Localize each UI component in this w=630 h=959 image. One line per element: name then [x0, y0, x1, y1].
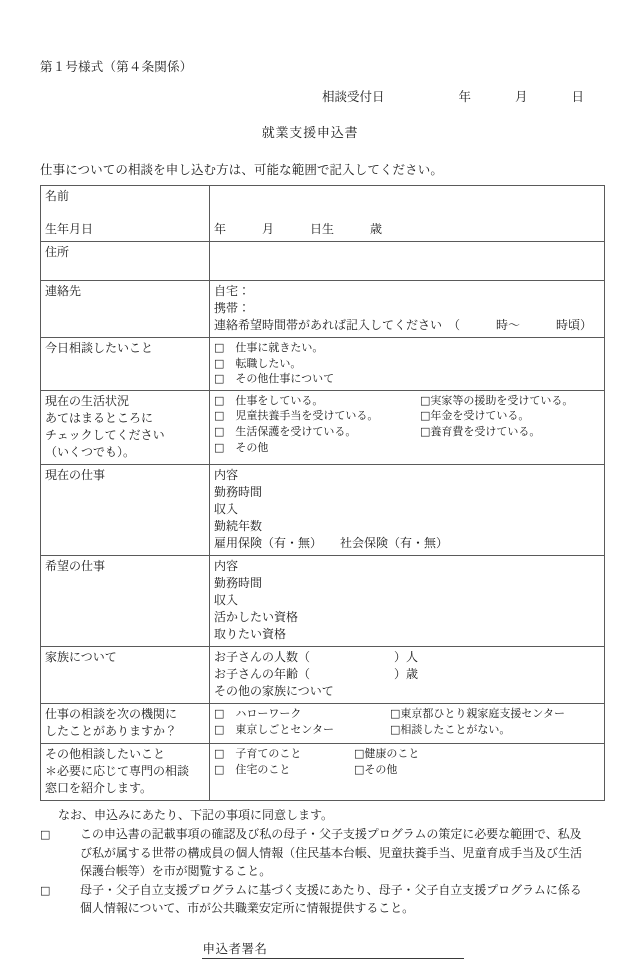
agency-consult-line-1	[214, 706, 600, 722]
life-situation-line-3	[214, 424, 600, 440]
receipt-date-line	[40, 87, 590, 105]
checkbox-life-pension[interactable]: □年金を受けている。	[420, 409, 530, 423]
consent-item-2[interactable]	[40, 881, 590, 918]
checkbox-agency-never-consulted[interactable]: □相談したことがない。	[390, 722, 511, 736]
cell-value-other-topics	[210, 744, 605, 801]
cell-label-address	[41, 241, 210, 280]
life-situation-blank	[420, 440, 600, 456]
contact-preferred-time-field[interactable]: 連絡希望時間帯があれば記入してください （ 時～ 時頃）	[214, 317, 593, 332]
table-row-family	[41, 647, 605, 704]
cell-label-family	[41, 647, 210, 704]
label-birthdate: 生年月日	[45, 221, 94, 236]
cell-value-life-situation	[210, 390, 605, 464]
cell-label-desired-job	[41, 556, 210, 647]
label-life-situation-4: （いくつでも）。	[45, 444, 136, 459]
checkbox-life-other[interactable]: □ その他	[214, 440, 269, 454]
signature-area	[40, 939, 590, 959]
current-job-insurance-field[interactable]: 雇用保険（有・無） 社会保険（有・無）	[214, 536, 449, 551]
table-row-desired-job	[41, 556, 605, 647]
receipt-year-unit: 年	[458, 89, 471, 104]
label-other-topics-1: その他相談したいこと	[45, 747, 166, 762]
other-topics-line-1	[214, 746, 600, 762]
checkbox-other-misc[interactable]: □その他	[354, 762, 398, 776]
cell-value-name-birth[interactable]	[210, 185, 605, 241]
cell-label-agency-consult	[41, 704, 210, 744]
label-contact: 連絡先	[45, 283, 82, 298]
label-agency-consult-2: したことがありますか？	[45, 724, 178, 739]
checkbox-life-working[interactable]: □ 仕事をしている。	[214, 393, 324, 407]
label-life-situation-1: 現在の生活状況	[45, 393, 130, 408]
checkbox-life-child-support[interactable]: □養育費を受けている。	[420, 424, 541, 438]
table-row-other-topics	[41, 744, 605, 801]
label-current-job: 現在の仕事	[45, 467, 106, 482]
address-label-space	[45, 261, 205, 277]
instruction-text: 仕事についての相談を申し込む方は、可能な範囲で記入してください。	[40, 162, 443, 177]
current-job-tenure-field[interactable]: 勤続年数	[214, 518, 263, 533]
checkbox-today-option-3[interactable]: □ その他仕事について	[214, 372, 335, 386]
page-title: 就業支援申込書	[261, 124, 359, 140]
cell-value-agency-consult	[210, 704, 605, 744]
desired-job-get-qualification-field[interactable]: 取りたい資格	[214, 627, 287, 642]
other-topics-line-2	[214, 762, 600, 778]
consent-item-1[interactable]	[40, 825, 590, 880]
label-life-situation-3: チェックしてください	[45, 427, 165, 442]
cell-value-family[interactable]	[210, 647, 605, 704]
label-name: 名前	[45, 188, 70, 203]
address-entry-space[interactable]	[214, 244, 600, 261]
label-desired-job: 希望の仕事	[45, 559, 106, 574]
checkbox-agency-hello-work[interactable]: □ ハローワーク	[214, 707, 302, 721]
agency-consult-line-2	[214, 722, 600, 738]
checkbox-other-housing[interactable]: □ 住宅のこと	[214, 762, 291, 776]
label-address: 住所	[45, 244, 70, 259]
cell-label-contact	[41, 280, 210, 337]
checkbox-life-welfare[interactable]: □ 生活保護を受けている。	[214, 424, 357, 438]
table-row-today-topic	[41, 337, 605, 390]
cell-value-current-job[interactable]	[210, 464, 605, 555]
checkbox-life-child-allowance[interactable]: □ 児童扶養手当を受けている。	[214, 409, 379, 423]
label-life-situation-2: あてはまるところに	[45, 410, 154, 425]
family-other-field[interactable]: その他の家族について	[214, 684, 334, 699]
consent-intro-text: なお、申込みにあたり、下記の事項に同意します。	[58, 808, 334, 823]
cell-label-current-job	[41, 464, 210, 555]
name-entry-space-2[interactable]	[214, 205, 600, 221]
checkbox-other-childcare[interactable]: □ 子育てのこと	[214, 747, 302, 761]
label-family: 家族について	[45, 650, 117, 665]
current-job-hours-field[interactable]: 勤務時間	[214, 484, 263, 499]
birthdate-units[interactable]: 年 月 日生 歳	[214, 221, 383, 236]
current-job-content-field[interactable]: 内容	[214, 467, 239, 482]
life-situation-line-4	[214, 440, 600, 456]
cell-label-today-topic	[41, 337, 210, 390]
desired-job-income-field[interactable]: 収入	[214, 593, 239, 608]
cell-label-life-situation	[41, 390, 210, 464]
family-children-count-field[interactable]: お子さんの人数（ ）人	[214, 650, 419, 665]
form-number: 第１号様式（第４条関係）	[40, 60, 193, 74]
name-entry-space[interactable]	[214, 188, 600, 205]
table-row-life-situation	[41, 390, 605, 464]
family-children-age-field[interactable]: お子さんの年齢（ ）歳	[214, 667, 419, 682]
cell-value-desired-job[interactable]	[210, 556, 605, 647]
checkbox-life-family-support[interactable]: □実家等の援助を受けている。	[420, 393, 574, 407]
checkbox-agency-single-parent-center[interactable]: □東京都ひとり親家庭支援センター	[390, 707, 565, 721]
checkbox-today-option-2[interactable]: □ 転職したい。	[214, 356, 302, 370]
consent-item-1-text: この申込書の記載事項の確認及び私の母子・父子支援プログラムの策定に必要な範囲で、私及び私が属する世帯の構成員の個人情報（住民基本台帳、児童扶養手当、児童育成手当及び生活保護台帳等）を市が閲覧すること。	[80, 827, 582, 878]
life-situation-line-2	[214, 408, 600, 424]
checkbox-other-health[interactable]: □健康のこと	[354, 747, 420, 761]
receipt-date-label: 相談受付日	[321, 89, 385, 104]
label-agency-consult-1: 仕事の相談を次の機関に	[45, 707, 178, 722]
checkbox-consent-2[interactable]: □	[40, 883, 51, 897]
address-entry-space-2[interactable]	[214, 261, 600, 277]
desired-job-hours-field[interactable]: 勤務時間	[214, 576, 263, 591]
desired-job-use-qualification-field[interactable]: 活かしたい資格	[214, 610, 299, 625]
receipt-day-unit: 日	[571, 89, 584, 104]
cell-label-name-birth	[41, 185, 210, 241]
receipt-month-unit: 月	[514, 89, 528, 104]
cell-value-contact[interactable]	[210, 280, 605, 337]
life-situation-line-1	[214, 393, 600, 409]
application-form-table	[40, 185, 605, 802]
checkbox-agency-tokyo-shigoto-center[interactable]: □ 東京しごとセンター	[214, 722, 334, 736]
table-row-current-job	[41, 464, 605, 555]
table-row-address	[41, 241, 605, 280]
label-other-topics-3: 窓口を紹介します。	[45, 781, 153, 796]
cell-value-today-topic	[210, 337, 605, 390]
contact-home-field[interactable]: 自宅：	[214, 283, 251, 298]
contact-mobile-field[interactable]: 携帯：	[214, 300, 251, 315]
table-row-contact	[41, 280, 605, 337]
table-row-name-birth	[41, 185, 605, 241]
table-row-agency-consult	[41, 704, 605, 744]
signature-line[interactable]	[202, 939, 463, 959]
signature-input-rule[interactable]	[268, 943, 464, 957]
label-other-topics-2: ＊必要に応じて専門の相談	[45, 764, 190, 779]
cell-value-address[interactable]	[210, 241, 605, 280]
desired-job-content-field[interactable]: 内容	[214, 559, 239, 574]
cell-label-other-topics	[41, 744, 210, 801]
consent-item-2-text: 母子・父子自立支援プログラムに基づく支援にあたり、母子・父子自立支援プログラムに係る個人情報について、市が公共職業安定所に情報提供すること。	[80, 882, 582, 916]
name-write-space	[45, 205, 205, 221]
signature-label: 申込者署名	[202, 942, 268, 957]
checkbox-today-option-1[interactable]: □ 仕事に就きたい。	[214, 340, 324, 354]
current-job-income-field[interactable]: 収入	[214, 501, 239, 516]
label-today-topic: 今日相談したいこと	[45, 340, 154, 355]
checkbox-consent-1[interactable]: □	[40, 828, 51, 842]
